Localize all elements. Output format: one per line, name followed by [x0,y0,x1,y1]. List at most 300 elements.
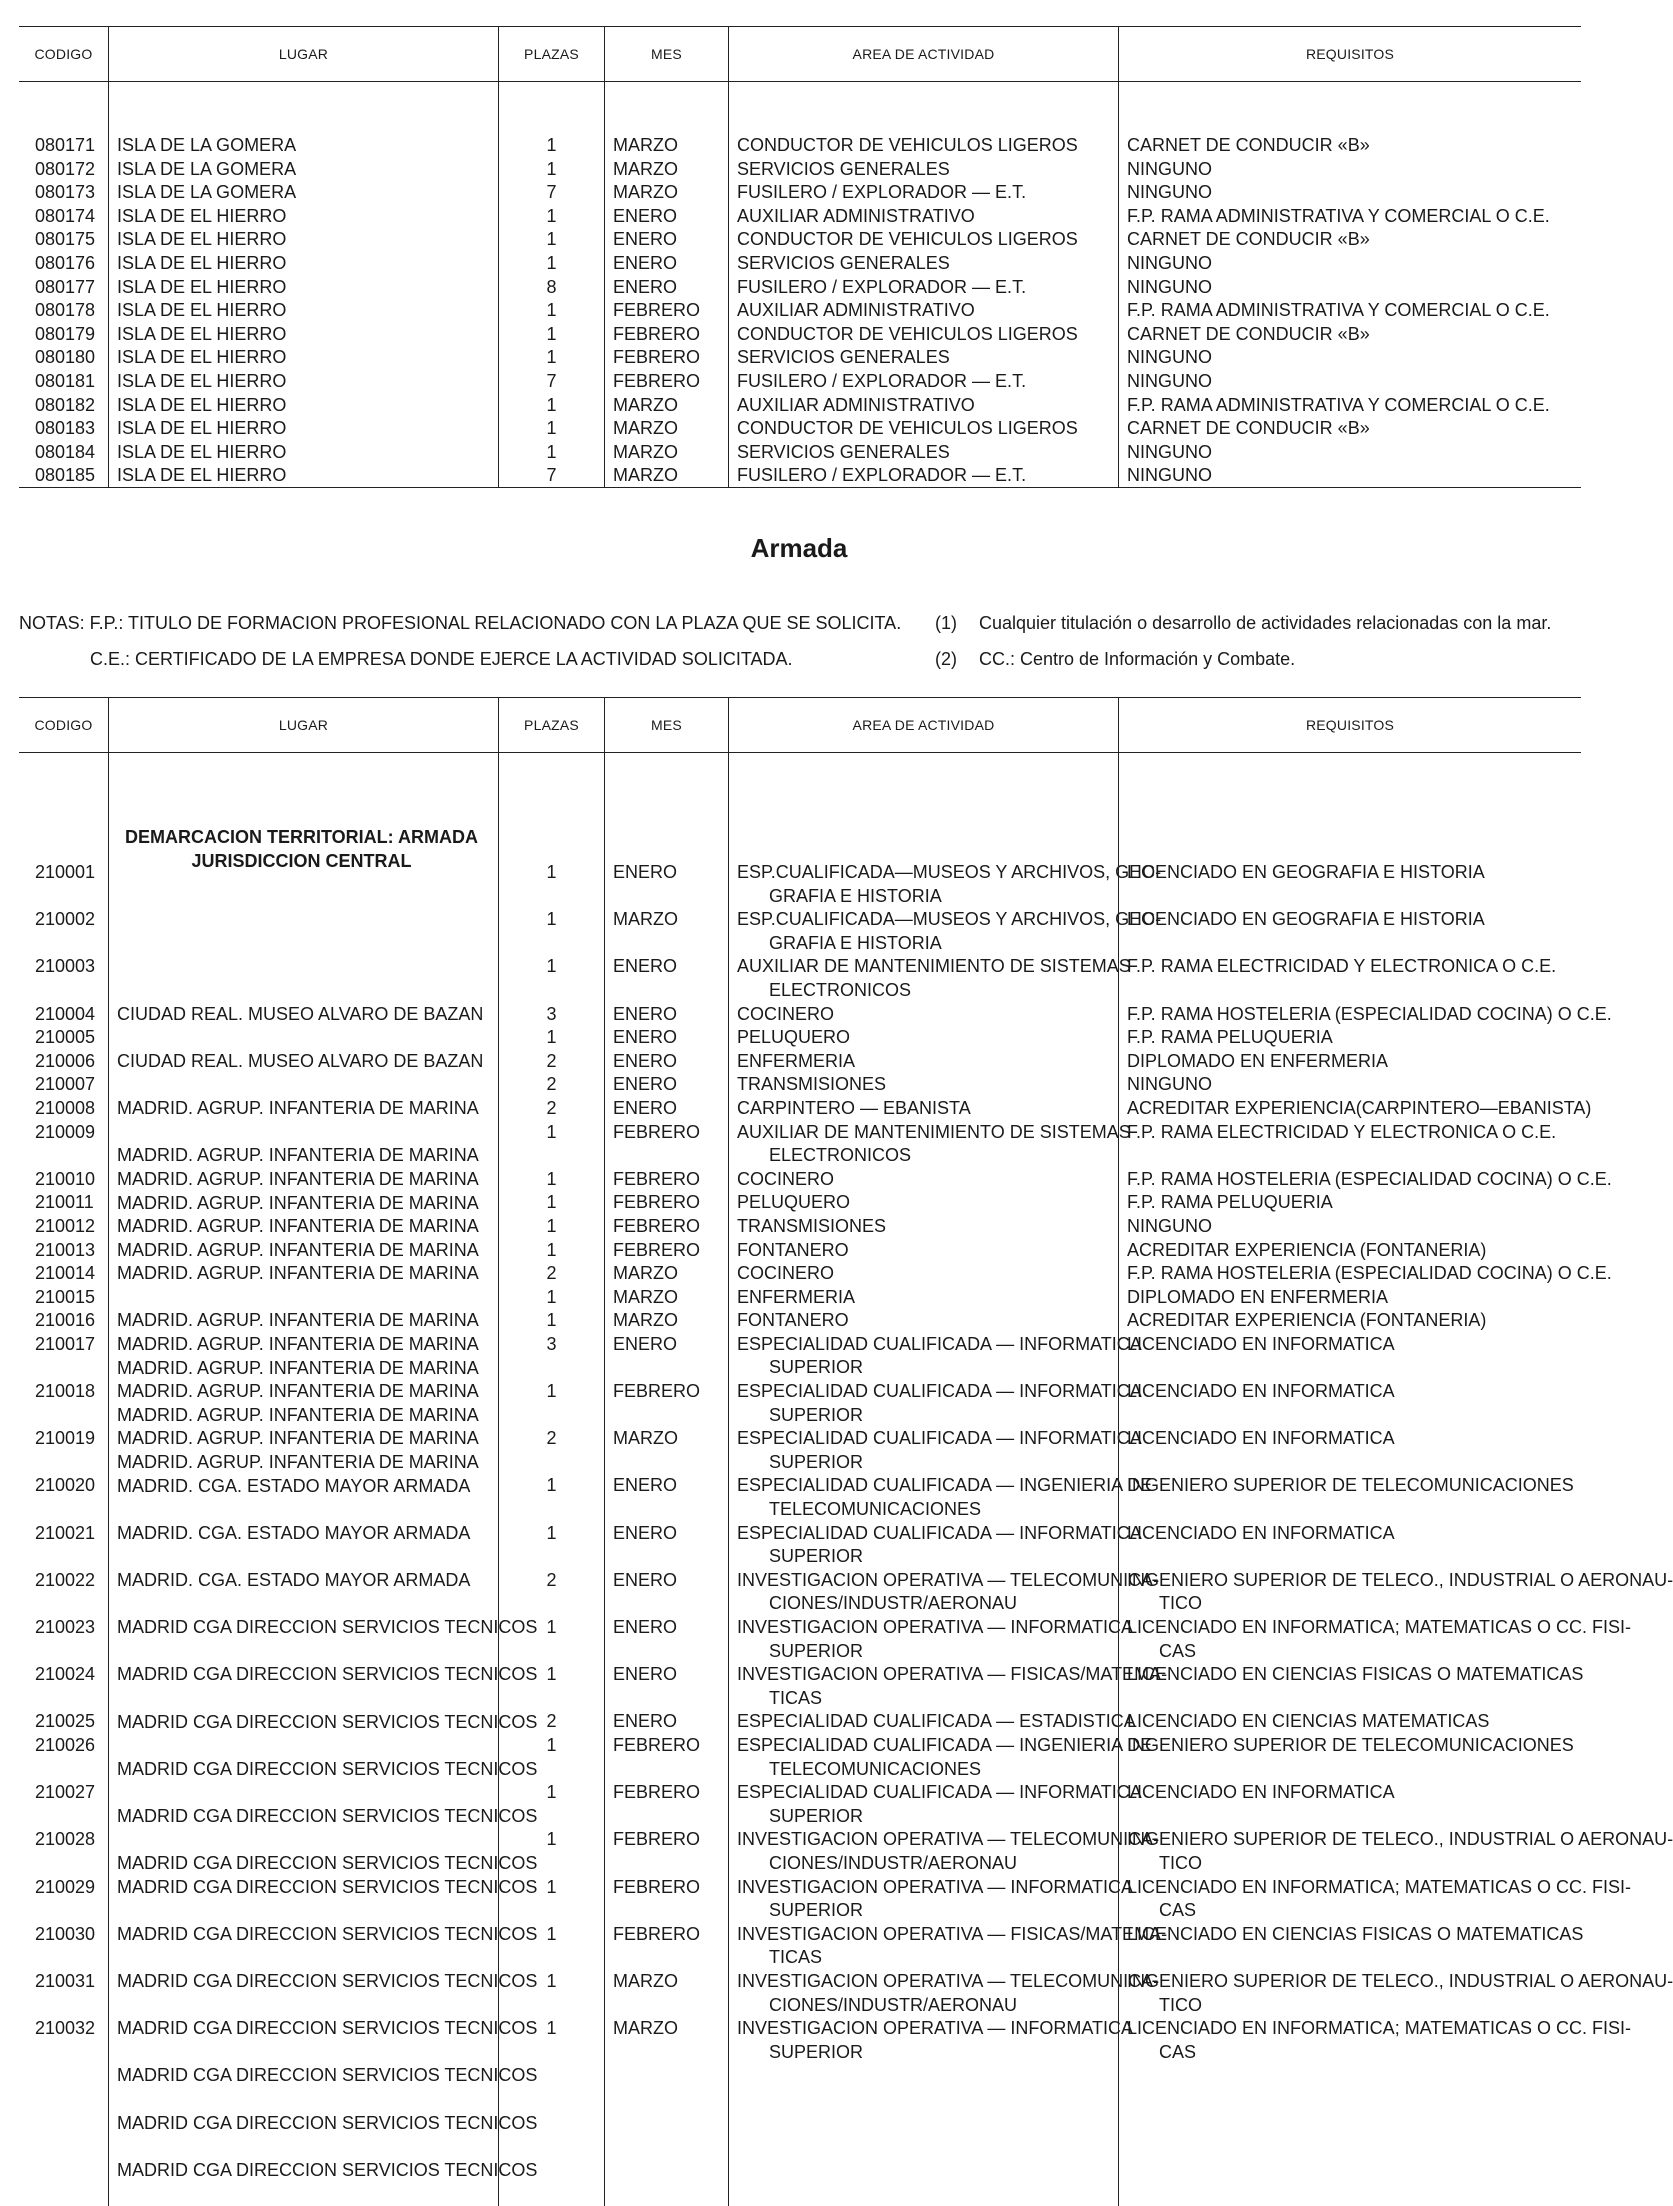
cell-requisitos-continuation: TICO [1159,1593,1202,1614]
cell-codigo [35,1616,104,1663]
cell-plazas [499,1522,604,1569]
cell-lugar: ISLA DE EL HIERRO [117,300,287,321]
cell-plazas [499,1003,604,1027]
cell-lugar: ISLA DE EL HIERRO [117,465,287,486]
cell-lugar [117,1805,538,1852]
cell-plazas [499,1191,604,1215]
cell-area [737,1003,1112,1027]
cell-area-line: INVESTIGACION OPERATIVA — TELECOMUNICA- [737,1970,1160,1991]
cell-area [737,1474,1153,1521]
note-1-text: Cualquier titulación o desarrollo de actividades relacionadas con la mar. [979,613,1552,633]
cell-lugar: ISLA DE LA GOMERA [117,158,297,179]
cell-lugar [117,2159,538,2206]
note-ce: C.E.: CERTIFICADO DE LA EMPRESA DONDE EJERCE LA ACTIVIDAD SOLICITADA. [90,649,793,669]
cell-plazas-line: 1 [546,1734,557,1755]
cell-plazas [499,1474,604,1521]
cell-requisitos: CARNET DE CONDUCIR «B» [1127,418,1370,439]
cell-mes-line: MARZO [613,1970,678,1991]
cell-plazas: 8 [546,276,557,297]
cell-mes [613,1097,728,1121]
cell-mes-line: ENERO [613,1522,678,1543]
cell-requisitos-line: LICENCIADO EN CIENCIAS FISICAS O MATEMATICAS [1127,1923,1584,1944]
note-fp: NOTAS: F.P.: TITULO DE FORMACION PROFESIONAL RELACIONADO CON LA PLAZA QUE SE SOLICITA. [19,613,902,633]
cell-requisitos [1127,1097,1592,1121]
cell-plazas [499,1026,604,1050]
demarcacion-heading [117,826,498,873]
cell-lugar [117,2017,538,2064]
cell-codigo [35,1569,104,1616]
cell-plazas-line: 1 [546,1286,557,1307]
cell-requisitos-line: F.P. RAMA PELUQUERIA [1127,1027,1333,1048]
cell-requisitos [1127,1734,1581,1781]
cell-requisitos-line: LICENCIADO EN INFORMATICA; MATEMATICAS O CC. FISI- [1127,2018,1632,2039]
cell-area [737,1026,1112,1050]
cell-codigo-line: 210002 [35,909,96,930]
cell-mes [613,2017,728,2064]
cell-area-line: PELUQUERO [737,1027,851,1048]
cell-area [737,1097,1112,1121]
cell-requisitos [1127,1333,1581,1380]
cell-requisitos-line: F.P. RAMA HOSTELERIA (ESPECIALIDAD COCINA) O C.E. [1127,1168,1612,1189]
cell-codigo: 080185 [35,465,96,486]
cell-requisitos-line: F.P. RAMA HOSTELERIA (ESPECIALIDAD COCINA) O C.E. [1127,1003,1612,1024]
cell-codigo [35,1710,104,1734]
cell-lugar-line: MADRID. AGRUP. INFANTERIA DE MARINA [117,1381,479,1402]
cell-mes [613,1121,728,1168]
cell-mes: MARZO [613,135,678,155]
cell-requisitos-line: F.P. RAMA ELECTRICIDAD Y ELECTRONICA O C.E. [1127,1121,1557,1142]
cell-area: FUSILERO / EXPLORADOR — E.T. [737,276,1027,297]
cell-lugar [117,1357,498,1381]
cell-codigo [35,1286,104,1310]
cell-lugar-line: MADRID CGA DIRECCION SERVICIOS TECNICOS [117,1853,538,1874]
cell-plazas-line: 1 [546,1027,557,1048]
cell-lugar: ISLA DE EL HIERRO [117,229,287,250]
header-requisitos: REQUISITOS [1118,698,1581,752]
cell-requisitos [1127,1970,1673,2017]
cell-lugar [117,1144,498,1168]
cell-mes: ENERO [613,276,678,297]
cell-requisitos-line: LICENCIADO EN INFORMATICA; MATEMATICAS O CC. FISI- [1127,1876,1632,1897]
cell-mes-line: ENERO [613,1074,678,1095]
cell-codigo [35,2017,104,2064]
cell-mes-line: FEBRERO [613,1734,701,1755]
header-area: AREA DE ACTIVIDAD [728,27,1118,81]
cell-codigo [35,1663,104,1710]
cell-area [737,1970,1160,2017]
cell-lugar-line: MADRID CGA DIRECCION SERVICIOS TECNICOS [117,2112,538,2133]
cell-area-line: INVESTIGACION OPERATIVA — INFORMATICA [737,1617,1134,1637]
cell-codigo-line: 210005 [35,1027,96,1048]
cell-mes [613,1286,728,1310]
cell-plazas: 1 [546,205,557,226]
cell-requisitos-line: ACREDITAR EXPERIENCIA (FONTANERIA) [1127,1310,1487,1331]
cell-codigo: 080184 [35,441,96,462]
cell-area-continuation: TICAS [769,1687,823,1708]
cell-area-line: PELUQUERO [737,1192,851,1213]
cell-codigo [35,908,104,955]
cell-codigo-line: 210012 [35,1215,96,1236]
cell-plazas-line: 1 [546,1970,557,1991]
cell-mes-line: ENERO [613,1711,678,1732]
cell-mes [613,1262,728,1286]
cell-plazas [499,1876,604,1923]
cell-area-continuation: GRAFIA E HISTORIA [769,885,942,906]
cell-requisitos [1127,1026,1581,1050]
cell-area [737,1569,1160,1616]
cell-codigo-line: 210022 [35,1569,96,1590]
cell-lugar [117,1970,538,2017]
cell-plazas: 1 [546,252,557,273]
cell-mes-line: FEBRERO [613,1782,701,1803]
cell-mes [613,1734,728,1781]
header-area: AREA DE ACTIVIDAD [728,698,1118,752]
cell-requisitos-line: LICENCIADO EN GEOGRAFIA E HISTORIA [1127,909,1485,930]
cell-codigo: 080178 [35,300,96,321]
cell-requisitos: F.P. RAMA ADMINISTRATIVA Y COMERCIAL O C.E. [1127,205,1550,226]
header-mes: MES [604,27,728,81]
table-body [19,753,1673,2180]
cell-codigo [35,1923,104,1970]
cell-area: CONDUCTOR DE VEHICULOS LIGEROS [737,135,1078,155]
cell-mes-line: MARZO [613,909,678,930]
cell-mes-line: ENERO [613,1003,678,1024]
cell-area [737,1191,1112,1215]
cell-requisitos-line: INGENIERO SUPERIOR DE TELECO., INDUSTRIAL O AERONAU- [1127,1829,1673,1850]
cell-codigo-line: 210015 [35,1286,96,1307]
cell-requisitos-line: LICENCIADO EN INFORMATICA; MATEMATICAS O CC. FISI- [1127,1617,1632,1637]
cell-mes [613,1073,728,1097]
cell-lugar-line: MADRID. CGA. ESTADO MAYOR ARMADA [117,1522,471,1543]
cell-plazas-line: 1 [546,1617,557,1637]
cell-mes-line: FEBRERO [613,1168,701,1189]
header-plazas: PLAZAS [498,27,604,81]
cell-area-continuation: GRAFIA E HISTORIA [769,932,942,953]
cell-codigo [35,1781,104,1828]
cell-lugar [117,1616,538,1663]
table-header [19,698,1581,753]
cell-plazas-line: 2 [546,1050,557,1071]
cell-lugar-line: MADRID CGA DIRECCION SERVICIOS TECNICOS [117,1923,538,1944]
cell-plazas [499,1923,604,1970]
cell-plazas: 1 [546,323,557,344]
cell-requisitos [1127,1616,1632,1663]
cell-mes-line: ENERO [613,1569,678,1590]
cell-requisitos [1127,1663,1584,1710]
cell-requisitos: CARNET DE CONDUCIR «B» [1127,323,1370,344]
cell-codigo-line: 210003 [35,956,96,977]
cell-plazas [499,955,604,1002]
cell-requisitos-continuation: CAS [1159,2041,1197,2062]
cell-requisitos-line: NINGUNO [1127,1215,1212,1236]
cell-lugar-line: MADRID. CGA. ESTADO MAYOR ARMADA [117,1570,471,1590]
cell-requisitos: F.P. RAMA ADMINISTRATIVA Y COMERCIAL O C.E. [1127,300,1550,321]
cell-area: SERVICIOS GENERALES [737,347,950,368]
header-lugar: LUGAR [108,27,498,81]
demarcacion-line-1: DEMARCACION TERRITORIAL: ARMADA [125,827,478,848]
cell-lugar-line: MADRID. AGRUP. INFANTERIA DE MARINA [117,1357,479,1378]
cell-area-continuation: SUPERIOR [769,1900,864,1921]
cell-lugar [117,2064,538,2111]
cell-requisitos [1127,1427,1581,1474]
cell-mes [613,908,728,955]
cell-plazas [499,861,604,908]
cell-area [737,1876,1134,1923]
cell-area: FUSILERO / EXPLORADOR — E.T. [737,465,1027,486]
cell-codigo [35,1734,104,1781]
cell-requisitos-line: INGENIERO SUPERIOR DE TELECO., INDUSTRIAL O AERONAU- [1127,1970,1673,1991]
cell-requisitos [1127,1262,1612,1286]
cell-mes [613,1427,728,1474]
notes [19,613,1581,685]
section-title: Armada [750,533,848,563]
cell-requisitos-line: INGENIERO SUPERIOR DE TELECOMUNICACIONES [1127,1475,1574,1496]
cell-plazas [499,1616,604,1663]
cell-requisitos: NINGUNO [1127,276,1212,297]
cell-area-line: INVESTIGACION OPERATIVA — FISICAS/MATEMA- [737,1923,1168,1944]
cell-requisitos: F.P. RAMA ADMINISTRATIVA Y COMERCIAL O C.E. [1127,394,1550,415]
cell-area: CONDUCTOR DE VEHICULOS LIGEROS [737,229,1078,250]
cell-codigo: 080174 [35,205,96,226]
cell-lugar-line: MADRID. AGRUP. INFANTERIA DE MARINA [117,1216,479,1237]
cell-plazas-line: 2 [546,1428,557,1449]
cell-requisitos-line: INGENIERO SUPERIOR DE TELECOMUNICACIONES [1127,1734,1574,1755]
cell-requisitos: CARNET DE CONDUCIR «B» [1127,229,1370,250]
cell-requisitos [1127,1309,1581,1333]
cell-lugar-line: MADRID. AGRUP. INFANTERIA DE MARINA [117,1428,479,1449]
cell-area-line: FONTANERO [737,1310,849,1331]
cell-requisitos [1127,1073,1581,1097]
cell-codigo-line: 210011 [35,1192,94,1213]
cell-lugar-line: MADRID CGA DIRECCION SERVICIOS TECNICOS [117,1617,538,1638]
cell-plazas: 1 [546,229,557,250]
cell-area-line: INVESTIGACION OPERATIVA — FISICAS/MATEMA- [737,1664,1168,1685]
cell-plazas [499,1215,604,1239]
cell-mes [613,955,728,1002]
cell-lugar: ISLA DE EL HIERRO [117,205,287,226]
cell-mes-line: MARZO [613,2018,678,2039]
cell-plazas [499,2017,604,2064]
cell-requisitos [1127,861,1581,908]
header-plazas: PLAZAS [498,698,604,752]
cell-mes [613,1876,728,1923]
cell-plazas [499,1781,604,1828]
cell-codigo-line: 210028 [35,1829,96,1850]
cell-mes-line: ENERO [613,1333,678,1354]
cell-plazas-line: 1 [546,909,557,930]
cell-lugar: ISLA DE EL HIERRO [117,347,287,368]
cell-plazas [499,1427,604,1474]
cell-codigo: 080173 [35,182,96,203]
cell-requisitos-continuation: TICO [1159,1852,1202,1873]
cell-codigo: 080179 [35,323,96,344]
cell-plazas: 1 [546,158,557,179]
demarcacion-line-2: JURISDICCION CENTRAL [191,850,412,871]
cell-area-line: TRANSMISIONES [737,1215,887,1236]
cell-mes: FEBRERO [613,300,701,321]
cell-plazas: 1 [546,347,557,368]
cell-lugar-line: MADRID CGA DIRECCION SERVICIOS TECNICOS [117,1971,538,1992]
cell-requisitos [1127,2017,1632,2064]
cell-plazas-line: 1 [546,1310,557,1331]
cell-area [737,908,1162,955]
cell-plazas [499,1710,604,1734]
cell-codigo-line: 210006 [35,1050,96,1071]
cell-area-line: INVESTIGACION OPERATIVA — TELECOMUNICA- [737,1829,1160,1850]
cell-codigo: 080183 [35,418,96,439]
cell-mes: MARZO [613,441,678,462]
cell-mes [613,1710,728,1734]
cell-requisitos [1127,1474,1581,1521]
cell-mes-line: ENERO [613,1664,678,1685]
cell-plazas [499,1828,604,1875]
cell-codigo [35,1121,104,1168]
cell-codigo [35,1380,104,1427]
cell-requisitos [1127,1828,1673,1875]
cell-lugar [117,1876,538,1923]
cell-mes [613,1522,728,1569]
cell-plazas [499,1050,604,1074]
cell-area-continuation: ELECTRONICOS [769,1145,912,1166]
cell-requisitos [1127,1710,1581,1734]
cell-area-continuation: SUPERIOR [769,1451,864,1472]
cell-plazas-line: 1 [546,1381,557,1402]
cell-area-line: COCINERO [737,1168,835,1189]
cell-codigo [35,1309,104,1333]
cell-codigo [35,955,104,1002]
cell-requisitos: CARNET DE CONDUCIR «B» [1127,135,1370,155]
cell-requisitos-line: LICENCIADO EN INFORMATICA [1127,1333,1395,1354]
cell-requisitos [1127,1121,1581,1168]
cell-requisitos [1127,1239,1581,1263]
cell-area-line: ESPECIALIDAD CUALIFICADA — INGENIERIA DE [737,1734,1153,1755]
cell-requisitos [1127,1003,1612,1027]
cell-lugar-line: MADRID. AGRUP. INFANTERIA DE MARINA [117,1263,479,1284]
cell-requisitos-line: F.P. RAMA HOSTELERIA (ESPECIALIDAD COCINA) O C.E. [1127,1263,1612,1284]
cell-area [737,955,1131,1002]
cell-plazas-line: 1 [546,1664,557,1685]
cell-plazas: 7 [546,182,557,203]
cell-area: SERVICIOS GENERALES [737,252,950,273]
cell-plazas-line: 1 [546,1923,557,1944]
cell-lugar-line: CIUDAD REAL. MUSEO ALVARO DE BAZAN [117,1050,484,1071]
cell-mes-line: ENERO [613,1027,678,1048]
cell-area-line: INVESTIGACION OPERATIVA — TELECOMUNICA- [737,1569,1160,1590]
cell-codigo-line: 210004 [35,1003,96,1024]
cell-area [737,1923,1168,1970]
cell-codigo-line: 210016 [35,1310,96,1331]
cell-mes: MARZO [613,465,678,486]
cell-mes [613,1215,728,1239]
cell-area-line: ESPECIALIDAD CUALIFICADA — INFORMATICA [737,1333,1142,1354]
cell-requisitos-line: F.P. RAMA ELECTRICIDAD Y ELECTRONICA O C.E. [1127,956,1557,977]
cell-area: AUXILIAR ADMINISTRATIVO [737,205,975,226]
cell-lugar [117,1380,498,1404]
cell-codigo: 080181 [35,370,96,391]
cell-lugar [117,1569,498,1616]
cell-area-continuation: SUPERIOR [769,1357,864,1378]
cell-area-continuation: SUPERIOR [769,1805,864,1826]
cell-mes-line: ENERO [613,1097,678,1118]
cell-mes [613,1828,728,1875]
header-mes: MES [604,698,728,752]
cell-plazas-line: 2 [546,1074,557,1095]
cell-mes [613,861,728,908]
cell-codigo [35,1073,104,1097]
cell-area-line: INVESTIGACION OPERATIVA — INFORMATICA [737,1876,1134,1897]
cell-requisitos: NINGUNO [1127,158,1212,179]
cell-lugar [117,1215,498,1239]
cell-lugar: ISLA DE EL HIERRO [117,276,287,297]
cell-codigo [35,1333,104,1380]
cell-codigo-line: 210026 [35,1734,96,1755]
cell-mes-line: MARZO [613,1428,678,1449]
cell-mes-line: FEBRERO [613,1215,701,1236]
cell-area: CONDUCTOR DE VEHICULOS LIGEROS [737,323,1078,344]
cell-mes: FEBRERO [613,323,701,344]
cell-lugar [117,1050,498,1097]
cell-codigo [35,1427,104,1474]
cell-area: SERVICIOS GENERALES [737,441,950,462]
cell-area [737,1073,1112,1097]
cell-mes-line: FEBRERO [613,1876,701,1897]
cell-requisitos [1127,908,1581,955]
cell-area-line: ESPECIALIDAD CUALIFICADA — INFORMATICA [737,1522,1142,1543]
cell-codigo [35,1050,104,1074]
cell-plazas-line: 2 [546,1569,557,1590]
cell-plazas-line: 1 [546,1121,557,1142]
cell-lugar [117,1097,498,1144]
cell-requisitos [1127,1876,1632,1923]
cell-codigo-line: 210025 [35,1711,96,1732]
cell-area [737,1663,1168,1710]
cell-area-line: ESPECIALIDAD CUALIFICADA — INFORMATICA [737,1381,1142,1402]
cell-mes [613,1569,728,1616]
cell-plazas-line: 1 [546,1239,557,1260]
cell-requisitos-continuation: CAS [1159,1640,1197,1661]
cell-area-line: ESPECIALIDAD CUALIFICADA — ESTADISTICA [737,1711,1136,1732]
cell-lugar [117,1262,498,1309]
table-top [19,26,1581,488]
cell-codigo [35,1876,104,1923]
cell-plazas-line: 1 [546,1168,557,1189]
cell-area-line: FONTANERO [737,1239,849,1260]
cell-plazas-line: 3 [546,1003,557,1024]
cell-codigo-line: 210008 [35,1097,96,1118]
cell-lugar: ISLA DE LA GOMERA [117,182,297,203]
cell-mes-line: FEBRERO [613,1192,701,1213]
cell-codigo-line: 210014 [35,1263,96,1284]
cell-lugar-line: MADRID CGA DIRECCION SERVICIOS TECNICOS [117,1876,538,1897]
cell-codigo: 080177 [35,276,96,297]
cell-codigo: 080175 [35,229,96,250]
cell-codigo: 080182 [35,394,96,415]
cell-area [737,1616,1134,1663]
cell-lugar: ISLA DE EL HIERRO [117,394,287,415]
cell-lugar [117,1404,498,1428]
cell-area-line: TRANSMISIONES [737,1074,887,1095]
cell-codigo [35,1003,104,1027]
cell-lugar-line: MADRID. AGRUP. INFANTERIA DE MARINA [117,1452,479,1473]
cell-lugar-line: MADRID. AGRUP. INFANTERIA DE MARINA [117,1239,479,1260]
cell-mes-line: FEBRERO [613,1121,701,1142]
cell-codigo [35,1215,104,1239]
cell-codigo-line: 210023 [35,1617,96,1637]
cell-area-line: ENFERMERIA [737,1286,856,1307]
cell-plazas: 1 [546,135,557,155]
cell-plazas: 1 [546,441,557,462]
cell-area-continuation: CIONES/INDUSTR/AERONAU [769,1593,1018,1614]
